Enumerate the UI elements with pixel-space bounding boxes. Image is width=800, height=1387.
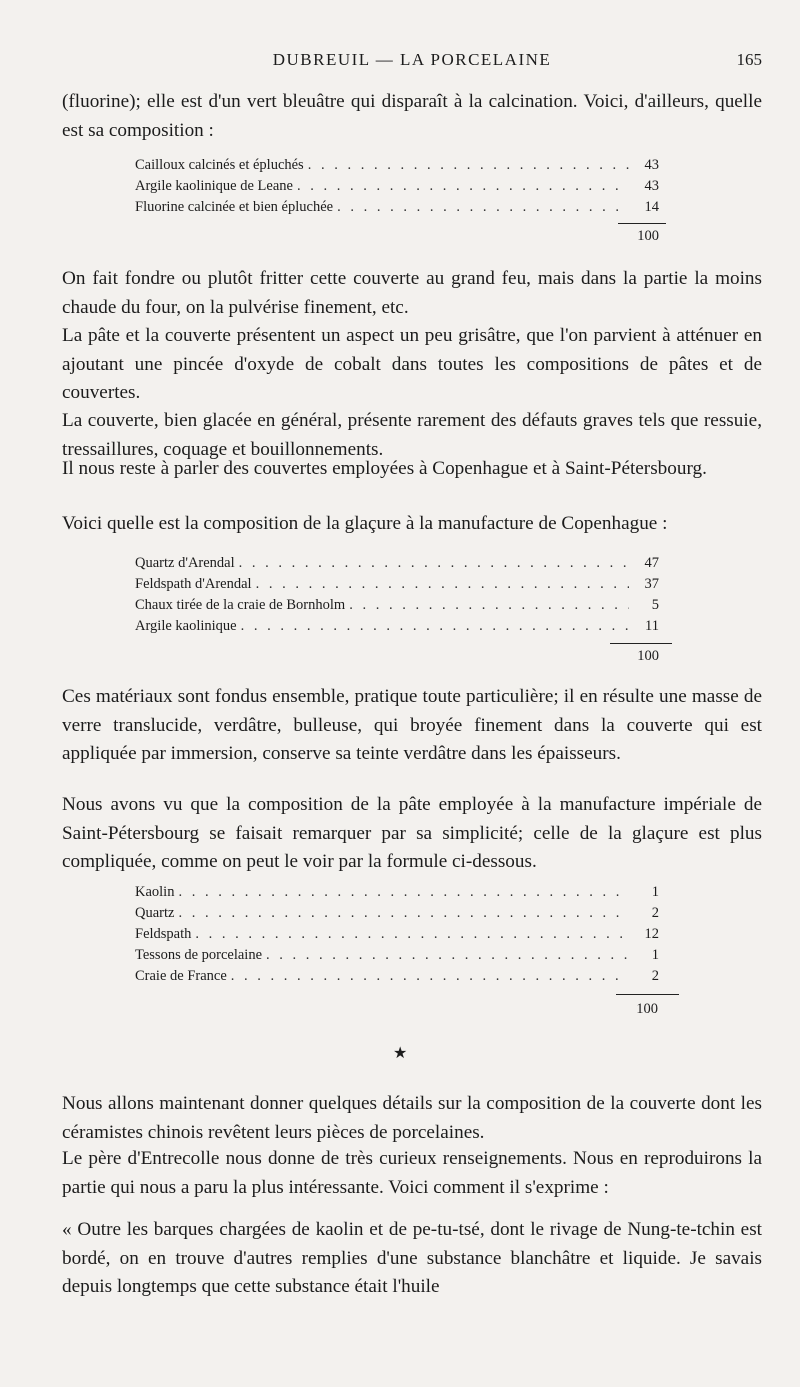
- paragraph-7: Ces matériaux sont fondus ensemble, pratique toute particulière; il en résulte une masse de verre translucide, verdâtre, bulleuse, qui broyée finement dans la couverte qui est appliquée par immersion, conserve sa teinte verdâtre dans les épaisseurs.: [62, 686, 762, 764]
- paragraph-9: Nous allons maintenant donner quelques détails sur la composition de la couverte dont les céramistes chinois revêtent leurs pièces de porcelaines.: [62, 1093, 762, 1143]
- paragraph-3: La pâte et la couverte présentent un aspect un peu grisâtre, que l'on parvient à atténuer en ajoutant une pincée d'oxyde de cobalt dans toutes les compositions de pâtes et de couvertes.: [62, 325, 762, 403]
- leader-dots: [239, 553, 629, 574]
- paragraph-11: « Outre les barques chargées de kaolin et de pe-tu-tsé, dont le rivage de Nung-te-tchin est bordé, on en trouve d'autres remplies d'une substance blanchâtre et liquide. Je savais depuis longtemps que cette substance était l'huile: [62, 1219, 762, 1297]
- ingredient-value: 1: [651, 947, 659, 963]
- recipe-row: [135, 945, 659, 966]
- recipe-table-1: [135, 155, 659, 218]
- leader-dots: [337, 197, 629, 218]
- ingredient-name: Fluorine calcinée et bien épluchée: [135, 199, 334, 215]
- total-rule: [610, 643, 672, 644]
- recipe-row: [135, 924, 659, 945]
- section-ornament: ★: [393, 1043, 408, 1062]
- ingredient-name: Chaux tirée de la craie de Bornholm: [135, 597, 346, 613]
- ingredient-name: Feldspath d'Arendal: [135, 576, 252, 592]
- leader-dots: [178, 903, 629, 924]
- ingredient-value: 11: [645, 618, 659, 634]
- recipe-row: [135, 197, 659, 218]
- recipe-table-3: [135, 882, 659, 987]
- recipe-row: [135, 903, 659, 924]
- leader-dots: [308, 155, 629, 176]
- ingredient-name: Craie de France: [135, 968, 227, 984]
- leader-dots: [231, 966, 629, 987]
- ingredient-value: 43: [644, 178, 659, 194]
- paragraph-4: La couverte, bien glacée en général, présente rarement des défauts graves tels que ressuie, tressaillures, coquage et bouillonnements.: [62, 410, 762, 460]
- ingredient-name: Kaolin: [135, 884, 175, 900]
- paragraph-5: Il nous reste à parler des couvertes employées à Copenhague et à Saint-Pétersbourg.: [62, 458, 707, 479]
- leader-dots: [349, 595, 629, 616]
- leader-dots: [241, 616, 629, 637]
- recipe-row: [135, 574, 659, 595]
- leader-dots: [266, 945, 629, 966]
- recipe-row: [135, 616, 659, 637]
- recipe-row: [135, 553, 659, 574]
- ingredient-value: 5: [651, 597, 659, 613]
- running-header: [62, 50, 762, 76]
- ingredient-value: 12: [644, 926, 659, 942]
- ingredient-name: Quartz d'Arendal: [135, 555, 235, 571]
- recipe-row: [135, 882, 659, 903]
- paragraph-6: Voici quelle est la composition de la glaçure à la manufacture de Copenhague :: [62, 513, 668, 534]
- ingredient-name: Feldspath: [135, 926, 192, 942]
- recipe-row: [135, 176, 659, 197]
- total-rule: [616, 994, 679, 995]
- running-title: DUBREUIL — LA PORCELAINE: [272, 50, 552, 69]
- ingredient-value: 1: [651, 884, 659, 900]
- paragraph-2: On fait fondre ou plutôt fritter cette couverte au grand feu, mais dans la partie la moins chaude du four, on la pulvérise finement, etc.: [62, 268, 762, 318]
- ingredient-value: 43: [644, 157, 659, 173]
- recipe-total: 100: [637, 648, 659, 664]
- paragraph-8: Nous avons vu que la composition de la pâte employée à la manufacture impériale de Saint-Pétersbourg se faisait remarquer par sa simplicité; celle de la glaçure est plus compliquée, comme on peut le voir par la formule ci-dessous.: [62, 794, 762, 872]
- leader-dots: [297, 176, 629, 197]
- ingredient-value: 2: [651, 905, 659, 921]
- total-rule: [618, 223, 666, 224]
- ingredient-value: 2: [651, 968, 659, 984]
- leader-dots: [178, 882, 629, 903]
- paragraph-1: (fluorine); elle est d'un vert bleuâtre qui disparaît à la calcination. Voici, d'ailleurs, quelle est sa composition :: [62, 91, 762, 141]
- ingredient-name: Argile kaolinique de Leane: [135, 178, 293, 194]
- recipe-row: [135, 966, 659, 987]
- ingredient-name: Cailloux calcinés et épluchés: [135, 157, 304, 173]
- ingredient-value: 14: [644, 199, 659, 215]
- leader-dots: [195, 924, 629, 945]
- ingredient-name: Tessons de porcelaine: [135, 947, 263, 963]
- recipe-row: [135, 155, 659, 176]
- recipe-row: [135, 595, 659, 616]
- recipe-table-2: [135, 553, 659, 637]
- recipe-total: 100: [636, 1001, 658, 1017]
- ingredient-value: 47: [644, 555, 659, 571]
- paragraph-10: Le père d'Entrecolle nous donne de très curieux renseignements. Nous en reproduirons la partie qui nous a paru la plus intéressante. Voici comment il s'exprime :: [62, 1148, 762, 1198]
- page-number: 165: [736, 50, 762, 69]
- leader-dots: [256, 574, 629, 595]
- recipe-total: 100: [637, 228, 659, 244]
- ingredient-name: Argile kaolinique: [135, 618, 237, 634]
- ingredient-name: Quartz: [135, 905, 175, 921]
- ingredient-value: 37: [644, 576, 659, 592]
